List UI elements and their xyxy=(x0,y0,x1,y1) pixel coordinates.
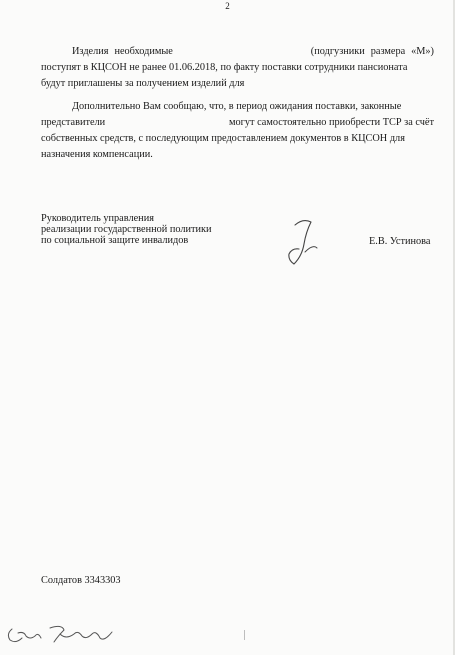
signatory-title-line-3: по социальной защите инвалидов xyxy=(41,235,189,246)
paragraph-2-line-3: собственных средств, с последующим предоставлением документов в КЦСОН для xyxy=(41,133,405,144)
p1-word-5: «М») xyxy=(411,46,434,57)
signatory-title xyxy=(41,213,212,246)
handwritten-signature xyxy=(275,214,335,274)
signatory-title-line-1: Руководитель управления xyxy=(41,213,154,224)
p1-word-1: Изделия xyxy=(72,46,109,57)
paragraph-2-line-4: назначения компенсации. xyxy=(41,149,153,160)
p1-word-2: необходимые xyxy=(114,46,173,57)
p2-word-representatives: представители xyxy=(41,117,106,128)
paragraph-2-line-2 xyxy=(41,117,434,129)
page-number: 2 xyxy=(225,1,230,11)
paragraph-1-line-2: поступят в КЦСОН не ранее 01.06.2018, по факту поставки сотрудники пансионата xyxy=(41,62,408,73)
signatory-title-line-2: реализации государственной политики xyxy=(41,224,212,235)
paragraph-1-line-3: будут приглашены за получением изделий для xyxy=(41,78,245,89)
p1-word-4: размера xyxy=(370,46,406,57)
paragraph-2-line-1: Дополнительно Вам сообщаю, что, в период ожидания поставки, законные xyxy=(72,101,402,112)
executor-line: Солдатов 3343303 xyxy=(41,575,121,586)
signatory-name: Е.В. Устинова xyxy=(369,236,431,247)
handwritten-note xyxy=(4,620,124,650)
scan-artifact xyxy=(244,630,245,640)
p1-word-3: (подгузники xyxy=(310,46,365,57)
paragraph-1-line-1 xyxy=(72,46,434,58)
p2-line-2-rest: могут самостоятельно приобрести ТСР за счёт xyxy=(228,117,434,128)
